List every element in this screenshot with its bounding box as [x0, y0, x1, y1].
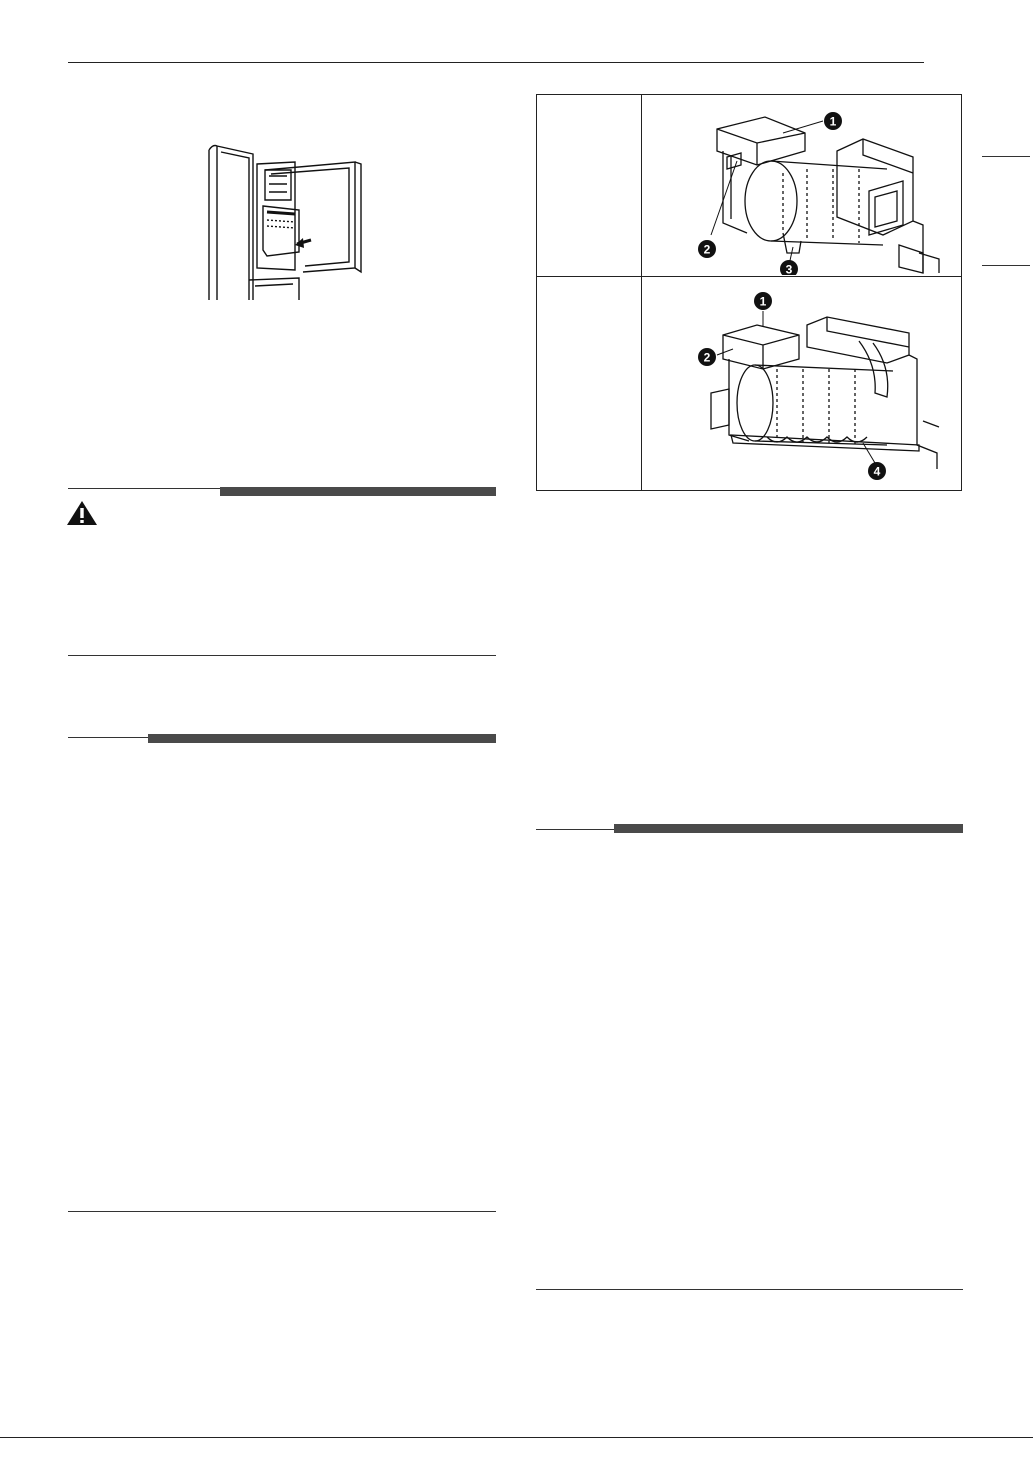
- callout-3-marker: [780, 260, 798, 275]
- callout-1-marker: [754, 292, 772, 310]
- callout-1-marker: [824, 112, 842, 130]
- ice-maker-type-a-illustration: [687, 103, 947, 275]
- callout-2-marker: [698, 240, 716, 258]
- side-tab-rule-top: [982, 156, 1030, 157]
- warning-triangle-icon: [66, 500, 98, 526]
- ice-maker-figure-table: [536, 94, 962, 491]
- warning-end-rule: [68, 655, 496, 656]
- header-rule: [68, 62, 924, 63]
- ice-maker-type-b-illustration: [687, 285, 947, 485]
- note-end-rule: [68, 1211, 496, 1212]
- callout-1-label: 1: [829, 114, 837, 129]
- table-column-divider: [641, 95, 642, 490]
- footer-rule: [0, 1437, 1033, 1438]
- warning-rule-thin: [68, 488, 220, 489]
- callout-3-label: 3: [785, 262, 793, 275]
- right-note-end-rule: [536, 1289, 963, 1290]
- fridge-door-ice-bin-illustration: [195, 140, 370, 300]
- callout-1-label: 1: [759, 294, 767, 309]
- right-note-rule-thin: [536, 829, 614, 830]
- callout-2-label: 2: [703, 350, 711, 365]
- note-rule-thick: [148, 734, 496, 743]
- callout-2-label: 2: [703, 242, 711, 257]
- callout-4-label: 4: [873, 464, 881, 479]
- callout-2-marker: [698, 348, 716, 366]
- side-tab-rule-bottom: [982, 265, 1030, 266]
- note-rule-thin: [68, 737, 148, 738]
- table-row-divider: [537, 276, 961, 277]
- right-note-rule-thick: [614, 824, 963, 833]
- warning-rule-thick: [220, 487, 496, 496]
- callout-4-marker: [868, 462, 886, 480]
